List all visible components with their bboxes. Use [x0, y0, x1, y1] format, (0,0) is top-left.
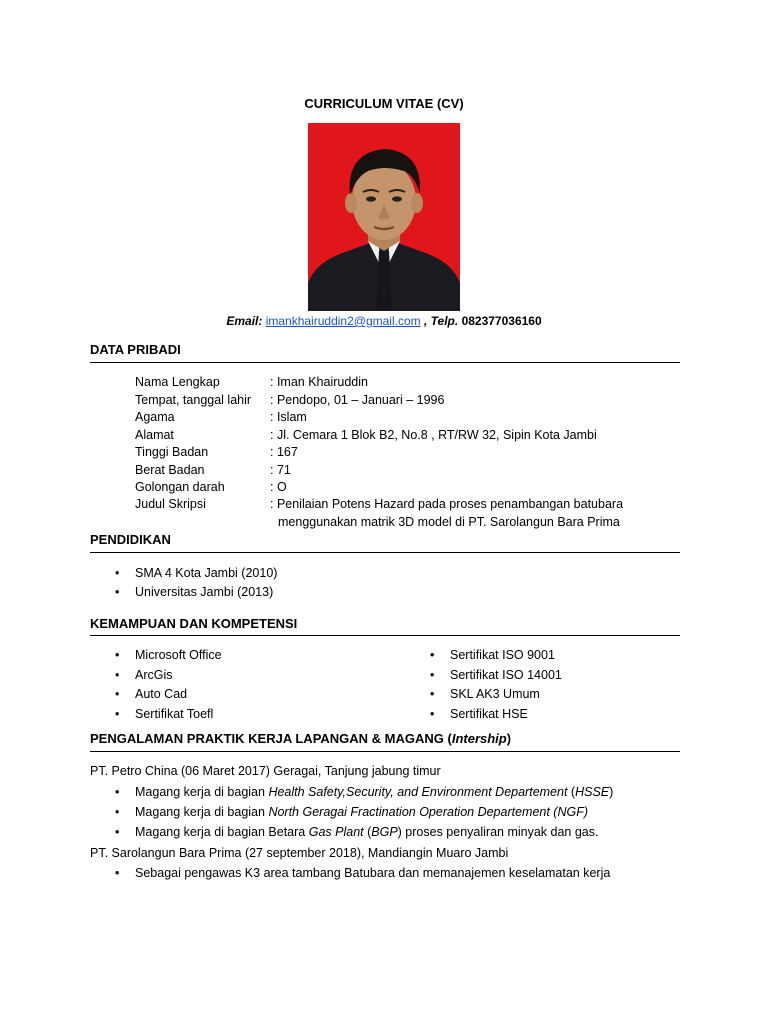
personal-value: : Penilaian Potens Hazard pada proses penambangan batubara [270, 497, 624, 511]
person-portrait-icon [308, 123, 460, 311]
personal-label: Berat Badan [135, 462, 205, 477]
bullet-icon: • [430, 687, 435, 701]
experience-item: Magang kerja di bagian Health Safety,Security, and Environment Departement (HSSE) [135, 785, 614, 799]
skill-item: Sertifikat Toefl [135, 707, 214, 721]
certificate-item: SKL AK3 Umum [450, 687, 540, 701]
personal-label: Agama [135, 410, 175, 424]
personal-value: : O [270, 480, 287, 494]
section-heading-italic: Intership [451, 731, 507, 746]
section-heading-kemampuan: KEMAMPUAN DAN KOMPETENSI [90, 616, 298, 631]
personal-value-continued: menggunakan matrik 3D model di PT. Sarolangun Bara Prima [278, 514, 620, 529]
telp-label: Telp. [430, 314, 459, 328]
personal-value: : Jl. Cemara 1 Blok B2, No.8 , RT/RW 32, Sipin Kota Jambi [270, 427, 597, 442]
personal-label: Alamat [135, 427, 174, 442]
personal-label: Tinggi Badan [135, 445, 209, 459]
personal-value: : Islam [270, 410, 307, 424]
experience-item: Sebagai pengawas K3 area tambang Batubara dan memanajemen keselamatan kerja [135, 866, 611, 880]
bullet-icon: • [115, 566, 120, 580]
education-item: Universitas Jambi (2013) [135, 585, 274, 599]
personal-label: Tempat, tanggal lahir [135, 392, 252, 407]
experience-item: Magang kerja di bagian Betara Gas Plant (BGP) proses penyaliran minyak dan gas. [135, 825, 599, 839]
bullet-icon: • [430, 648, 435, 662]
bullet-icon: • [115, 785, 120, 799]
certificate-item: Sertifikat HSE [450, 707, 528, 721]
contact-line: Email: imankhairuddin2@gmail.com , Telp. 082377036160 [226, 314, 542, 328]
company-line: PT. Sarolangun Bara Prima (27 september 2018), Mandiangin Muaro Jambi [90, 846, 509, 860]
bullet-icon: • [115, 648, 120, 662]
section-divider [90, 552, 680, 553]
telp-value: 082377036160 [461, 314, 542, 328]
section-heading-data-pribadi: DATA PRIBADI [90, 342, 181, 357]
certificate-item: Sertifikat ISO 9001 [450, 648, 555, 662]
personal-value: : 71 [270, 462, 291, 477]
certificate-item: Sertifikat ISO 14001 [450, 668, 562, 682]
personal-label: Nama Lengkap [135, 375, 220, 389]
personal-value: : 167 [270, 445, 298, 459]
bullet-icon: • [115, 866, 120, 880]
bullet-icon: • [115, 825, 120, 839]
company-line: PT. Petro China (06 Maret 2017) Geragai, Tanjung jabung timur [90, 764, 441, 778]
section-divider [90, 362, 680, 363]
section-divider [90, 635, 680, 636]
bullet-icon: • [430, 707, 435, 721]
section-heading-text: PENGALAMAN PRAKTIK KERJA LAPANGAN & MAGANG ( [90, 731, 452, 746]
personal-value: : Iman Khairuddin [270, 375, 368, 389]
section-heading-pendidikan: PENDIDIKAN [90, 532, 171, 547]
education-item: SMA 4 Kota Jambi (2010) [135, 566, 278, 580]
section-divider [90, 751, 680, 752]
section-heading-pengalaman [90, 731, 511, 746]
skill-item: ArcGis [135, 668, 173, 682]
bullet-icon: • [115, 707, 120, 721]
bullet-icon: • [115, 805, 120, 819]
bullet-icon: • [430, 668, 435, 682]
page-title: CURRICULUM VITAE (CV) [304, 96, 464, 111]
personal-label: Judul Skripsi [135, 497, 206, 511]
section-heading-close: ) [506, 731, 512, 746]
experience-item: Magang kerja di bagian North Geragai Fractination Operation Departement (NGF) [135, 805, 589, 819]
personal-value: : Pendopo, 01 – Januari – 1996 [270, 392, 445, 407]
skill-item: Microsoft Office [135, 648, 222, 662]
bullet-icon: • [115, 668, 120, 682]
profile-photo [308, 123, 460, 311]
bullet-icon: • [115, 585, 120, 599]
skill-item: Auto Cad [135, 687, 188, 701]
email-label: Email [226, 314, 259, 328]
bullet-icon: • [115, 687, 120, 701]
personal-label: Golongan darah [135, 480, 225, 494]
email-link[interactable]: imankhairuddin2@gmail.com [265, 314, 421, 328]
